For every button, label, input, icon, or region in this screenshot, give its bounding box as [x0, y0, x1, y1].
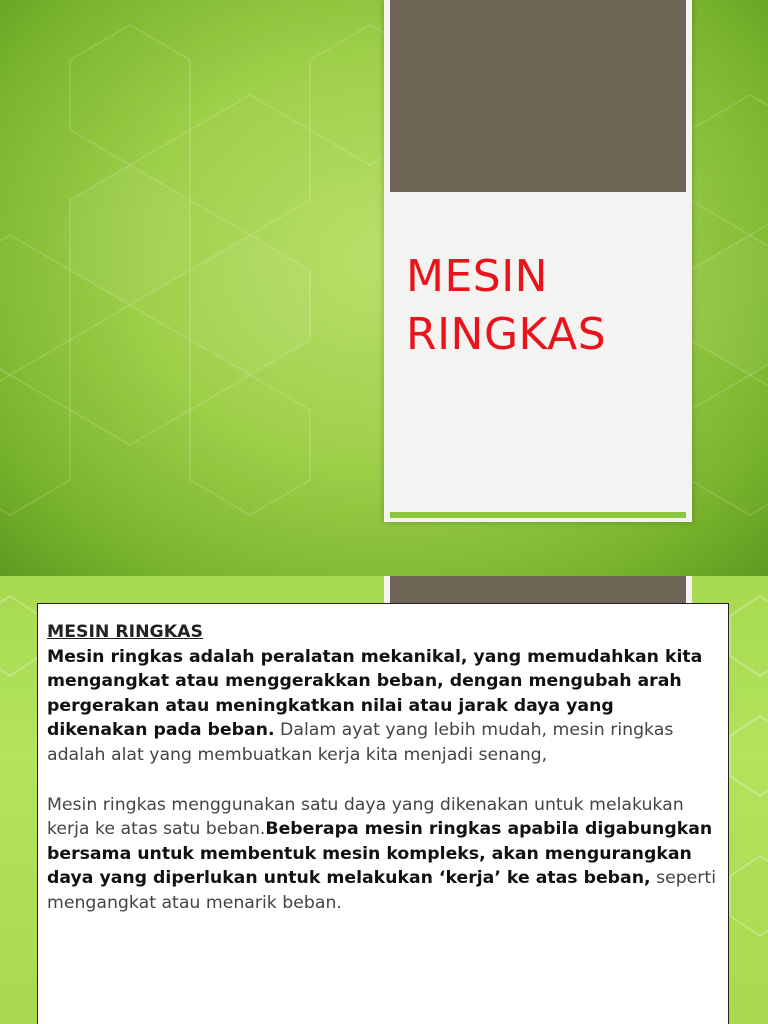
slide-title-line1: MESIN [406, 251, 549, 302]
title-card-green-rule [390, 512, 686, 518]
slide-title-line2: RINGKAS [406, 309, 607, 360]
title-card [384, 0, 692, 522]
content-slide [0, 576, 768, 1024]
paragraph-2-normal-2: seperti mengangkat atau menarik beban. [47, 868, 716, 913]
content-heading: MESIN RINGKAS [47, 622, 203, 642]
paragraph-2-normal-1: Mesin ringkas menggunakan satu daya yang dikenakan untuk melakukan kerja ke atas satu beban. [47, 794, 684, 840]
slide-title [406, 248, 686, 364]
content-text-box [37, 603, 729, 1024]
paragraph-gap [47, 768, 718, 793]
paragraph-2 [47, 793, 718, 916]
paragraph-2-bold: Beberapa mesin ringkas apabila digabungkan bersama untuk membentuk mesin kompleks, akan mengurangkan daya yang diperlukan untuk melakukan ‘kerja’ ke atas beban, [47, 819, 713, 889]
paragraph-1-bold: Mesin ringkas adalah peralatan mekanikal, yang memudahkan kita mengangkat atau menggerakkan beban, dengan mengubah arah pergerakan atau meningkatkan nilai atau jarak daya yang dikenakan pada beban. [47, 646, 703, 741]
title-card-brown-block [390, 0, 686, 192]
paragraph-1-normal: Dalam ayat yang lebih mudah, mesin ringkas adalah alat yang membuatkan kerja kita menjadi senang, [47, 720, 674, 765]
paragraph-1 [47, 645, 718, 768]
